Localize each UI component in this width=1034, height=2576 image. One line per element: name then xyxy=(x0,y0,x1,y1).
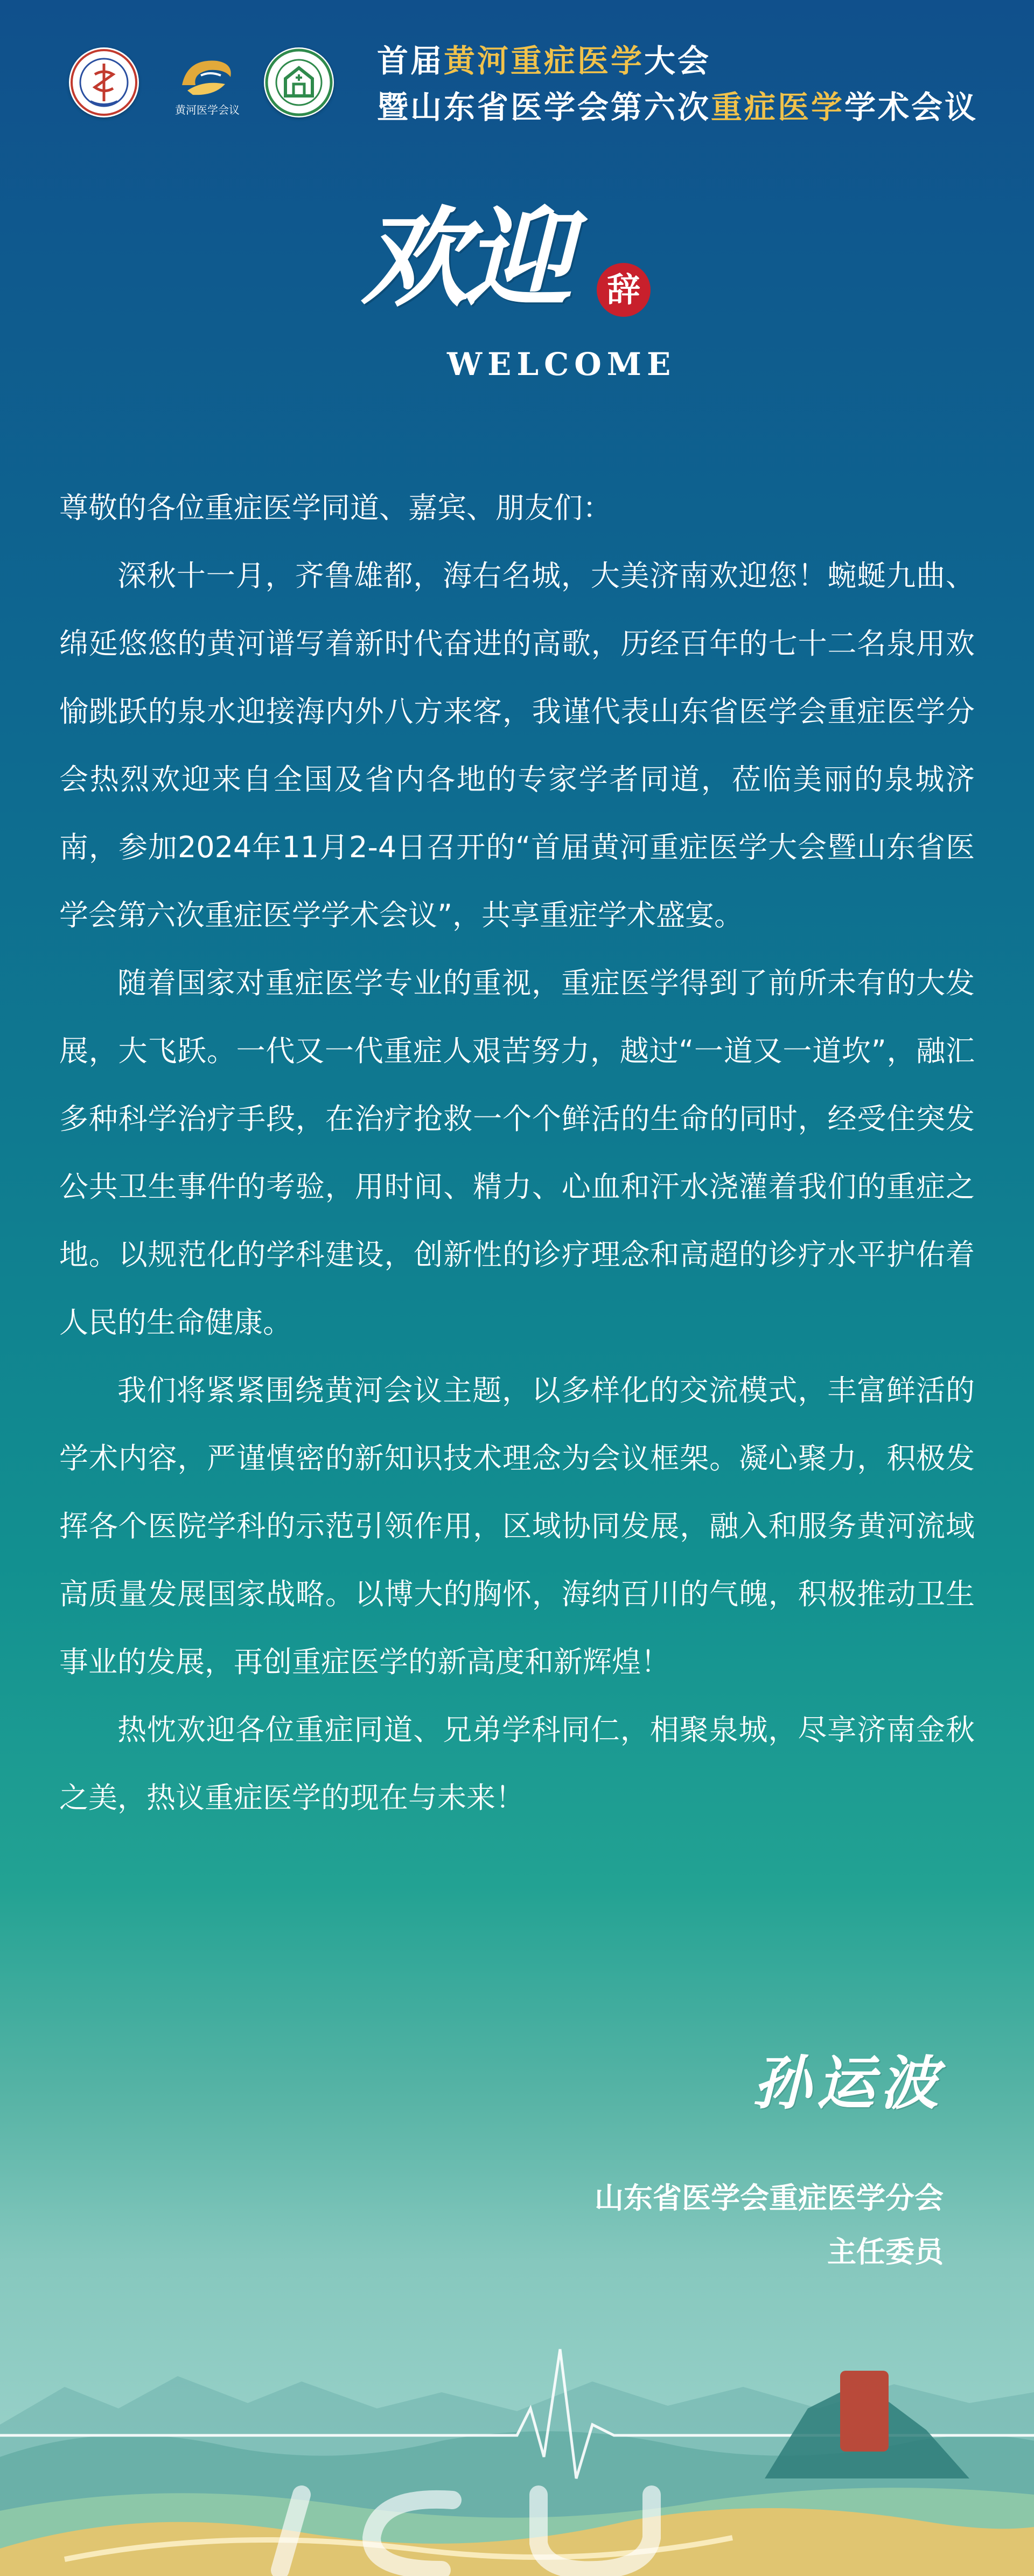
signature-block xyxy=(595,2171,944,2279)
yellow-river-conference-caption: 黄河医学会议 xyxy=(175,103,240,116)
landscape-illustration xyxy=(0,2317,1034,2576)
title-line-1-highlight: 黄河重症医学 xyxy=(444,43,645,79)
title-line-2-suffix: 学术会议 xyxy=(844,89,979,126)
title-line-2-prefix: 暨山东省医学会第六次 xyxy=(377,89,711,126)
signature-organization: 山东省医学会重症医学分会 xyxy=(595,2181,944,2215)
welcome-english: WELCOME xyxy=(447,346,676,383)
title-line-1-prefix: 首届 xyxy=(377,43,444,79)
welcome-seal-stamp: 辞 xyxy=(597,263,651,317)
conference-title-line-2 xyxy=(377,82,978,127)
welcome-calligraphy: 欢迎 xyxy=(361,195,568,322)
welcome-letter xyxy=(59,474,975,1832)
letter-paragraph: 深秋十一月，齐鲁雄都，海右名城，大美济南欢迎您！蜿蜒九曲、绵延悠悠的黄河谱写着新时代奋进的高歌，历经百年的七十二名泉用欢愉跳跃的泉水迎接海内外八方来客，我谨代表山东省医学会重症医学分会热烈欢迎来自全国及省内各地的专家学者同道，莅临美丽的泉城济南，参加2024年11月2-4日召开的“首届黄河重症医学大会暨山东省医学会第六次重症医学学术会议”，共享重症学术盛宴。 xyxy=(59,559,975,932)
yellow-river-swirl-icon xyxy=(171,47,241,107)
critical-care-branch-logo xyxy=(264,47,334,117)
title-line-1-suffix: 大会 xyxy=(644,43,711,79)
medical-association-emblem-icon xyxy=(69,47,139,117)
letter-salutation: 尊敬的各位重症医学同道、嘉宾、朋友们： xyxy=(59,491,612,525)
signature-name: 孙运波 xyxy=(752,2050,944,2117)
title-line-2-highlight: 重症医学 xyxy=(711,89,845,126)
letter-paragraph: 随着国家对重症医学专业的重视，重症医学得到了前所未有的大发展，大飞跃。一代又一代重症人艰苦努力，越过“一道又一道坎”，融汇多种科学治疗手段，在治疗抢救一个个鲜活的生命的同时，经受住突发公共卫生事件的考验，用时间、精力、心血和汗水浇灌着我们的重症之地。以规范化的学科建设，创新性的诊疗理念和高超的诊疗水平护佑着人民的生命健康。 xyxy=(59,966,975,1339)
letter-paragraph: 热忱欢迎各位重症同道、兄弟学科同仁，相聚泉城，尽享济南金秋之美，热议重症医学的现在与未来！ xyxy=(59,1713,975,1815)
critical-care-emblem-icon xyxy=(264,47,334,117)
header xyxy=(0,0,1034,178)
monument-stone xyxy=(840,2371,889,2452)
welcome-heading xyxy=(355,195,679,388)
signature-position: 主任委员 xyxy=(827,2235,944,2269)
conference-title-line-1 xyxy=(377,36,711,81)
letter-paragraph: 我们将紧紧围绕黄河会议主题，以多样化的交流模式，丰富鲜活的学术内容，严谨慎密的新知识技术理念为会议框架。凝心聚力，积极发挥各个医院学科的示范引领作用，区域协同发展，融入和服务黄河流域高质量发展国家战略。以博大的胸怀，海纳百川的气魄，积极推动卫生事业的发展，再创重症医学的新高度和新辉煌！ xyxy=(59,1373,975,1679)
medical-association-logo xyxy=(69,47,139,117)
